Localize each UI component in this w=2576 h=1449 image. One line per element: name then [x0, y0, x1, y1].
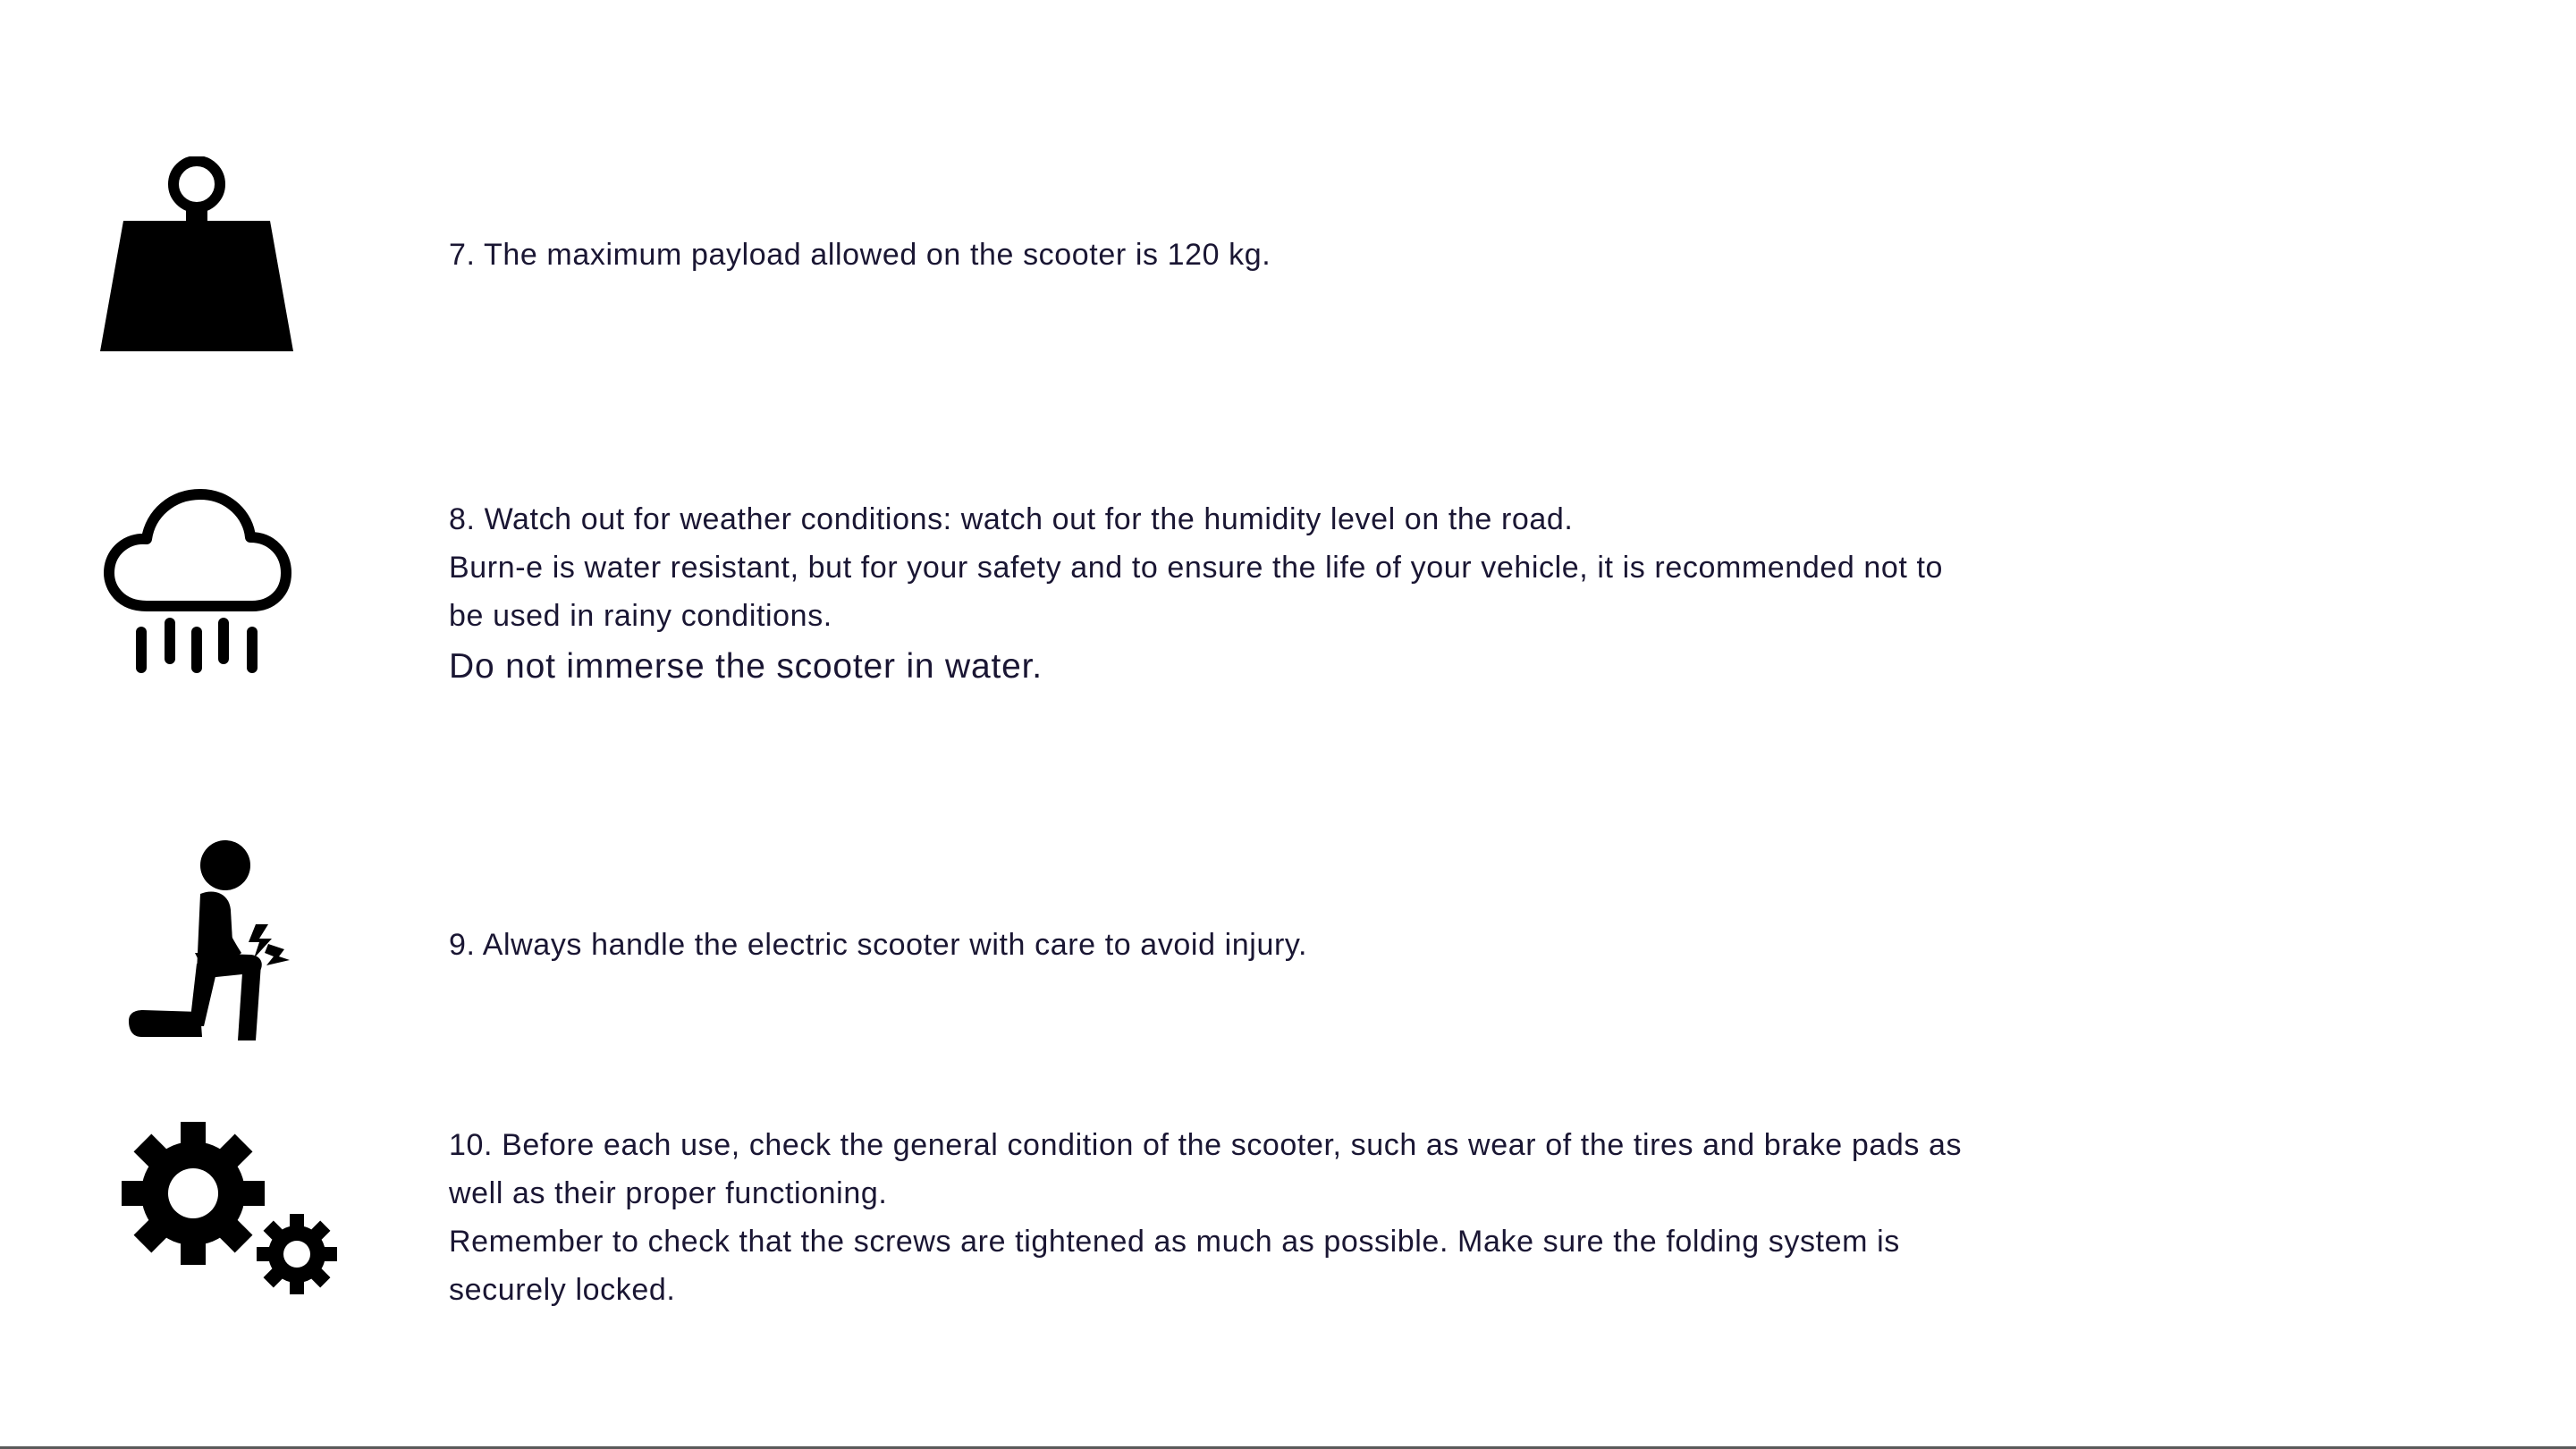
- item-10-line-4: securely locked.: [449, 1273, 676, 1307]
- item-9-line-1: 9. Always handle the electric scooter with care to avoid injury.: [449, 928, 1308, 962]
- item-10-line-3: Remember to check that the screws are tightened as much as possible. Make sure the folding system is: [449, 1225, 1900, 1259]
- item-7-text: [449, 231, 2148, 279]
- item-8-line-1: 8. Watch out for weather conditions: watch out for the humidity level on the road.: [449, 502, 1574, 536]
- injured-person-icon: [125, 838, 295, 1049]
- item-8-text: [449, 495, 2148, 694]
- item-8-line-4: Do not immerse the scooter in water.: [449, 647, 1043, 686]
- item-10-text: [449, 1121, 2148, 1314]
- item-9-text: [449, 921, 2148, 969]
- gears-icon: [116, 1122, 340, 1296]
- item-8-line-2: Burn-e is water resistant, but for your safety and to ensure the life of your vehicle, it is recommended not to: [449, 551, 1944, 585]
- item-10-line-2: well as their proper functioning.: [449, 1176, 888, 1210]
- weight-icon: [98, 156, 295, 353]
- item-8-line-3: be used in rainy conditions.: [449, 599, 832, 633]
- rain-cloud-icon: [100, 487, 292, 675]
- item-10-line-1: 10. Before each use, check the general condition of the scooter, such as wear of the tires and brake pads as: [449, 1128, 1963, 1162]
- item-7-line-1: 7. The maximum payload allowed on the scooter is 120 kg.: [449, 238, 1271, 272]
